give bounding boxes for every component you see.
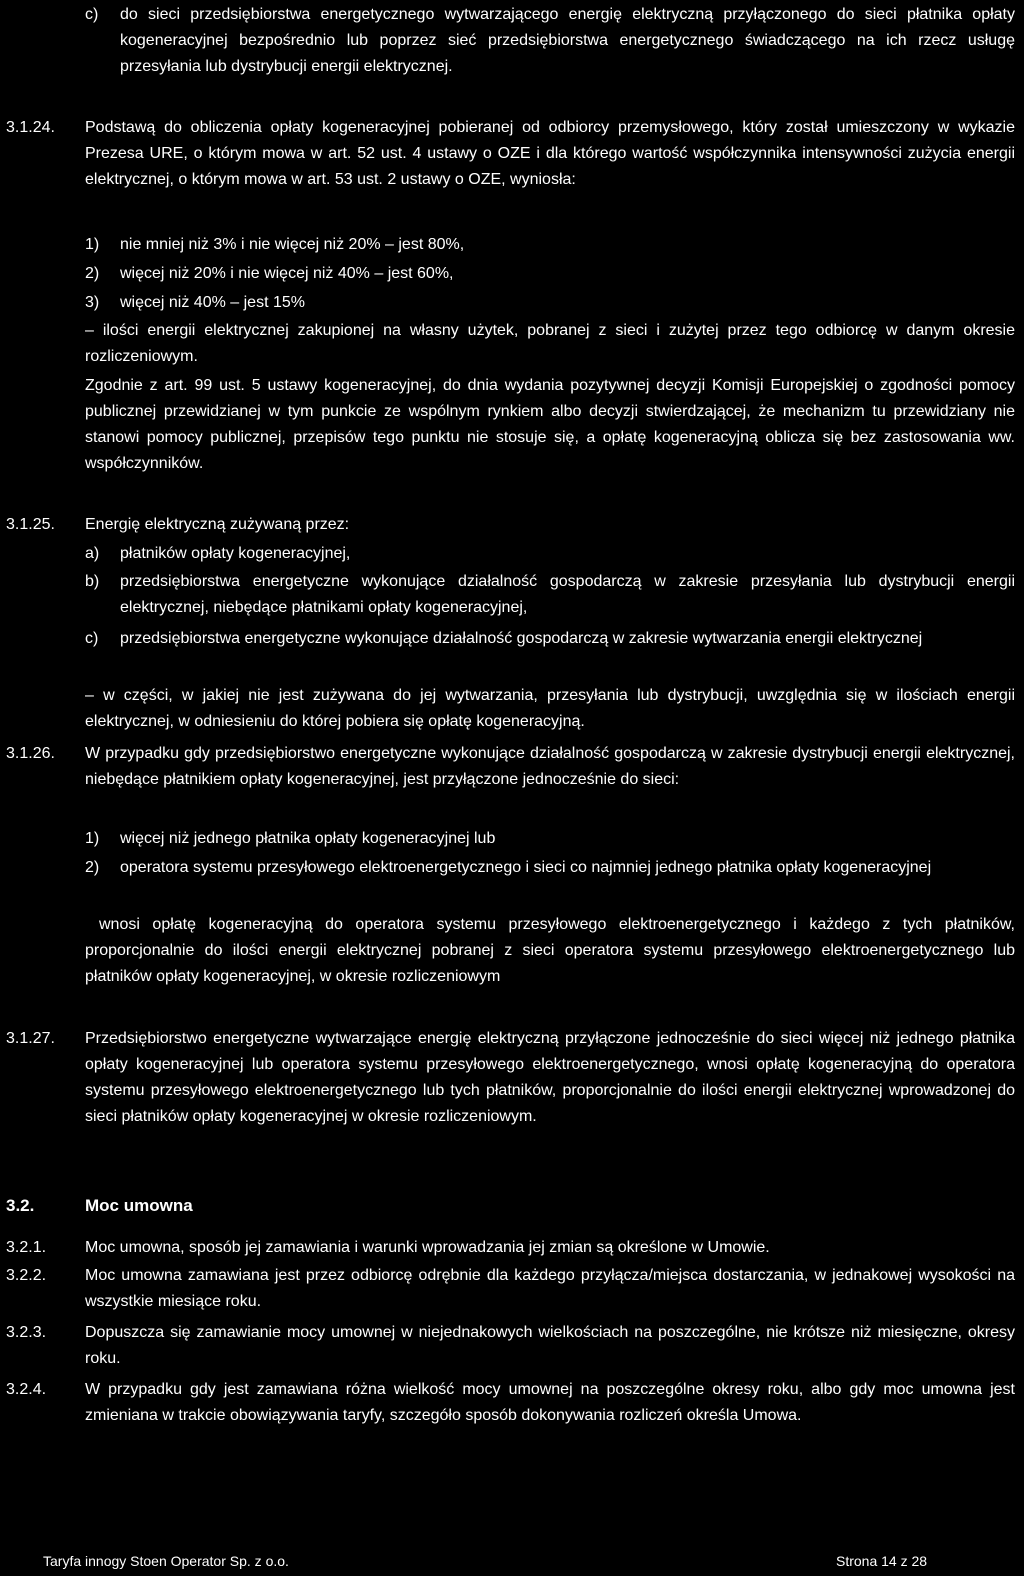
list-label: 2) xyxy=(85,265,100,282)
paragraph-text: wnosi opłatę kogeneracyjną do operatora systemu przesyłowego elektroenergetycznego i każdego z tych płatników, proporcjonalnie do ilości energii elektrycznej pobranej z sieci operatora systemu przesyłowego elektroenergetycznego lub płatników opłaty kogeneracyjnej, w okresie rozliczeniowym xyxy=(85,916,1015,985)
list-label: 3) xyxy=(85,294,100,311)
list-label: b) xyxy=(85,573,100,590)
section-text: W przypadku gdy jest zamawiana różna wielkość mocy umownej na poszczególne okresy roku, albo gdy moc umowna jest zmieniana w trakcie obowiązywania taryfy, szczegóło sposób dokonywania rozliczeń określa Umowa. xyxy=(85,1381,1015,1424)
section-text: Moc umowna, sposób jej zamawiania i warunki wprowadzania jej zmian są określone w Umowie. xyxy=(85,1239,770,1256)
section-number: 3.1.26. xyxy=(6,745,55,762)
section-number: 3.2.3. xyxy=(6,1324,47,1341)
paragraph-text: – w części, w jakiej nie jest zużywana do jej wytwarzania, przesyłania lub dystrybucji, uwzględnia się w ilościach energii elektrycznej, w odniesieniu do której pobiera się opłatę kogeneracyjną. xyxy=(85,687,1015,730)
section-text: Energię elektryczną zużywaną przez: xyxy=(85,516,350,533)
section-text: Moc umowna zamawiana jest przez odbiorcę odrębnie dla każdego przyłącza/miejsca dostarczania, w jednakowej wysokości na wszystkie miesiące roku. xyxy=(85,1267,1015,1310)
list-label: c) xyxy=(85,6,99,23)
paragraph-text: Zgodnie z art. 99 ust. 5 ustawy kogeneracyjnej, do dnia wydania pozytywnej decyzji Komisji Europejskiej o zgodności pomocy publicznej przewidzianej w tym punkcie ze wspólnym rynkiem albo decyzji stwierdzającej, że mechanizm tu przewidziany nie stanowi pomocy publicznej, przepisów tego punktu nie stosuje się, a opłatę kogeneracyjną oblicza się bez zastosowania ww. współczynników. xyxy=(85,377,1015,472)
section-number: 3.1.27. xyxy=(6,1030,55,1047)
list-text: przedsiębiorstwa energetyczne wykonujące działalność gospodarczą w zakresie przesyłania lub dystrybucji energii elektrycznej, niebędące płatnikami opłaty kogeneracyjnej, xyxy=(120,573,1015,616)
list-text: nie mniej niż 3% i nie więcej niż 20% – jest 80%, xyxy=(120,236,465,253)
list-text: więcej niż jednego płatnika opłaty kogeneracyjnej lub xyxy=(120,830,496,847)
section-title: Moc umowna xyxy=(85,1196,193,1215)
section-text: Dopuszcza się zamawianie mocy umownej w niejednakowych wielkościach na poszczególne, nie krótsze niż miesięczne, okresy roku. xyxy=(85,1324,1015,1367)
list-label: c) xyxy=(85,630,99,647)
list-text: więcej niż 40% – jest 15% xyxy=(120,294,305,311)
section-number: 3.1.24. xyxy=(6,119,55,136)
section-number: 3.2.4. xyxy=(6,1381,47,1398)
list-label: 1) xyxy=(85,830,100,847)
section-text: Podstawą do obliczenia opłaty kogeneracyjnej pobieranej od odbiorcy przemysłowego, który został umieszczony w wykazie Prezesa URE, o którym mowa w art. 52 ust. 4 ustawy o OZE i dla którego wartość współczynnika intensywności zużycia energii elektrycznej, o którym mowa w art. 53 ust. 2 ustawy o OZE, wyniosła: xyxy=(85,119,1015,188)
section-number: 3.2.1. xyxy=(6,1239,47,1256)
section-number: 3.1.25. xyxy=(6,516,55,533)
list-text: płatników opłaty kogeneracyjnej, xyxy=(120,545,351,562)
paragraph-text: – ilości energii elektrycznej zakupionej na własny użytek, pobranej z sieci i zużytej przez tego odbiorcę w danym okresie rozliczeniowym. xyxy=(85,322,1015,365)
list-text: więcej niż 20% i nie więcej niż 40% – jest 60%, xyxy=(120,265,454,282)
list-text: do sieci przedsiębiorstwa energetycznego wytwarzającego energię elektryczną przyłączonego do sieci płatnika opłaty kogeneracyjnej bezpośrednio lub poprzez sieć przedsiębiorstwa energetycznego świadczącego na ich rzecz usługę przesyłania lub dystrybucji energii elektrycznej. xyxy=(120,6,1015,75)
section-text: W przypadku gdy przedsiębiorstwo energetyczne wykonujące działalność gospodarczą w zakresie dystrybucji energii elektrycznej, niebędące płatnikiem opłaty kogeneracyjnej, jest przyłączone jednocześnie do sieci: xyxy=(85,745,1015,788)
section-number: 3.2. xyxy=(6,1196,35,1215)
list-text: przedsiębiorstwa energetyczne wykonujące działalność gospodarczą w zakresie wytwarzania energii elektrycznej xyxy=(120,630,923,647)
section-number: 3.2.2. xyxy=(6,1267,47,1284)
footer-company: Taryfa innogy Stoen Operator Sp. z o.o. xyxy=(43,1553,289,1569)
footer-page-number: Strona 14 z 28 xyxy=(836,1553,928,1569)
list-label: 1) xyxy=(85,236,100,253)
list-text: operatora systemu przesyłowego elektroenergetycznego i sieci co najmniej jednego płatnika opłaty kogeneracyjnej xyxy=(120,859,932,876)
section-text: Przedsiębiorstwo energetyczne wytwarzające energię elektryczną przyłączone jednocześnie do sieci więcej niż jednego płatnika opłaty kogeneracyjnej lub operatora systemu przesyłowego elektroenergetycznego, wnosi opłatę kogeneracyjną do operatora systemu przesyłowego elektroenergetycznego lub tych płatników, proporcjonalnie do ilości energii elektrycznej wprowadzonej do sieci płatników opłaty kogeneracyjnej w okresie rozliczeniowym. xyxy=(85,1030,1015,1125)
list-label: 2) xyxy=(85,859,100,876)
list-label: a) xyxy=(85,545,100,562)
